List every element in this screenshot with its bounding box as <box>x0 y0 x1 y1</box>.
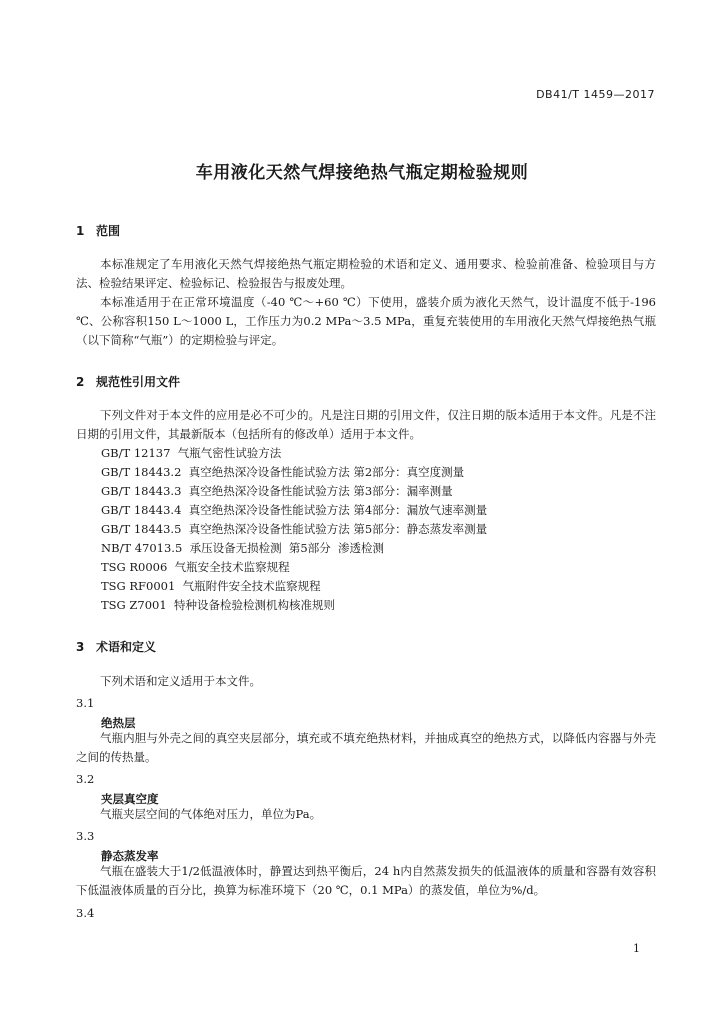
reference-item: TSG R0006 气瓶安全技术监察规程 <box>101 560 290 574</box>
section-3-heading <box>76 638 156 655</box>
reference-item: TSG Z7001 特种设备检验检测机构核准规则 <box>101 598 335 612</box>
section-number: 2 <box>76 375 85 389</box>
reference-item: GB/T 18443.3 真空绝热深冷设备性能试验方法 第3部分：漏率测量 <box>101 484 453 498</box>
section-3-intro: 下列术语和定义适用于本文件。 <box>100 674 261 688</box>
reference-item: GB/T 12137 气瓶气密性试验方法 <box>101 446 282 460</box>
section-title: 术语和定义 <box>96 640 157 654</box>
term-name: 绝热层 <box>101 716 136 730</box>
reference-item: GB/T 18443.5 真空绝热深冷设备性能试验方法 第5部分：静态蒸发率测量 <box>101 522 488 536</box>
section-2-heading <box>76 373 180 390</box>
term-number: 3.3 <box>76 829 95 843</box>
section-1-heading <box>76 222 120 239</box>
reference-item: GB/T 18443.2 真空绝热深冷设备性能试验方法 第2部分：真空度测量 <box>101 465 465 479</box>
document-title: 车用液化天然气焊接绝热气瓶定期检验规则 <box>195 163 529 183</box>
reference-item: GB/T 18443.4 真空绝热深冷设备性能试验方法 第4部分：漏放气速率测量 <box>101 503 488 517</box>
term-number: 3.1 <box>76 696 95 710</box>
section-2-intro: 下列文件对于本文件的应用是必不可少的。凡是注日期的引用文件，仅注日期的版本适用于本文件。凡是不注日期的引用文件，其最新版本（包括所有的修改单）适用于本文件。 <box>76 408 656 441</box>
reference-item: TSG RF0001 气瓶附件安全技术监察规程 <box>101 579 321 593</box>
section-number: 3 <box>76 640 85 654</box>
standard-code: DB41/T 1459—2017 <box>536 88 655 101</box>
section-title: 范围 <box>96 224 121 238</box>
section-number: 1 <box>76 224 85 238</box>
section-1-para-1: 本标准规定了车用液化天然气焊接绝热气瓶定期检验的术语和定义、通用要求、检验前准备、检验项目与方法、检验结果评定、检验标记、检验报告与报废处理。 <box>76 257 656 290</box>
term-name: 静态蒸发率 <box>101 849 159 863</box>
term-number: 3.2 <box>76 772 95 786</box>
term-number: 3.4 <box>76 906 95 920</box>
term-definition: 气瓶夹层空间的气体绝对压力，单位为Pa。 <box>100 807 322 821</box>
term-name: 夹层真空度 <box>101 792 159 806</box>
term-definition: 气瓶内胆与外壳之间的真空夹层部分，填充或不填充绝热材料，并抽成真空的绝热方式，以降低内容器与外壳之间的传热量。 <box>76 731 656 764</box>
section-1-para-2: 本标准适用于在正常环境温度（-40 ℃～+60 ℃）下使用，盛装介质为液化天然气，设计温度不低于-196 ℃、公称容积150 L～1000 L，工作压力为0.2 MPa～3.5 MPa，重复充装使用的车用液化天然气焊接绝热气瓶（以下简称“气瓶”）的定期检验与评定。 <box>76 295 656 347</box>
reference-item: NB/T 47013.5 承压设备无损检测 第5部分 渗透检测 <box>101 541 385 555</box>
section-title: 规范性引用文件 <box>96 375 181 389</box>
term-definition: 气瓶在盛装大于1/2低温液体时，静置达到热平衡后，24 h内自然蒸发损失的低温液体的质量和容器有效容积下低温液体质量的百分比，换算为标准环境下（20 ℃，0.1 MPa）的蒸发值，单位为%/d。 <box>76 864 656 897</box>
page-number: 1 <box>633 942 640 955</box>
